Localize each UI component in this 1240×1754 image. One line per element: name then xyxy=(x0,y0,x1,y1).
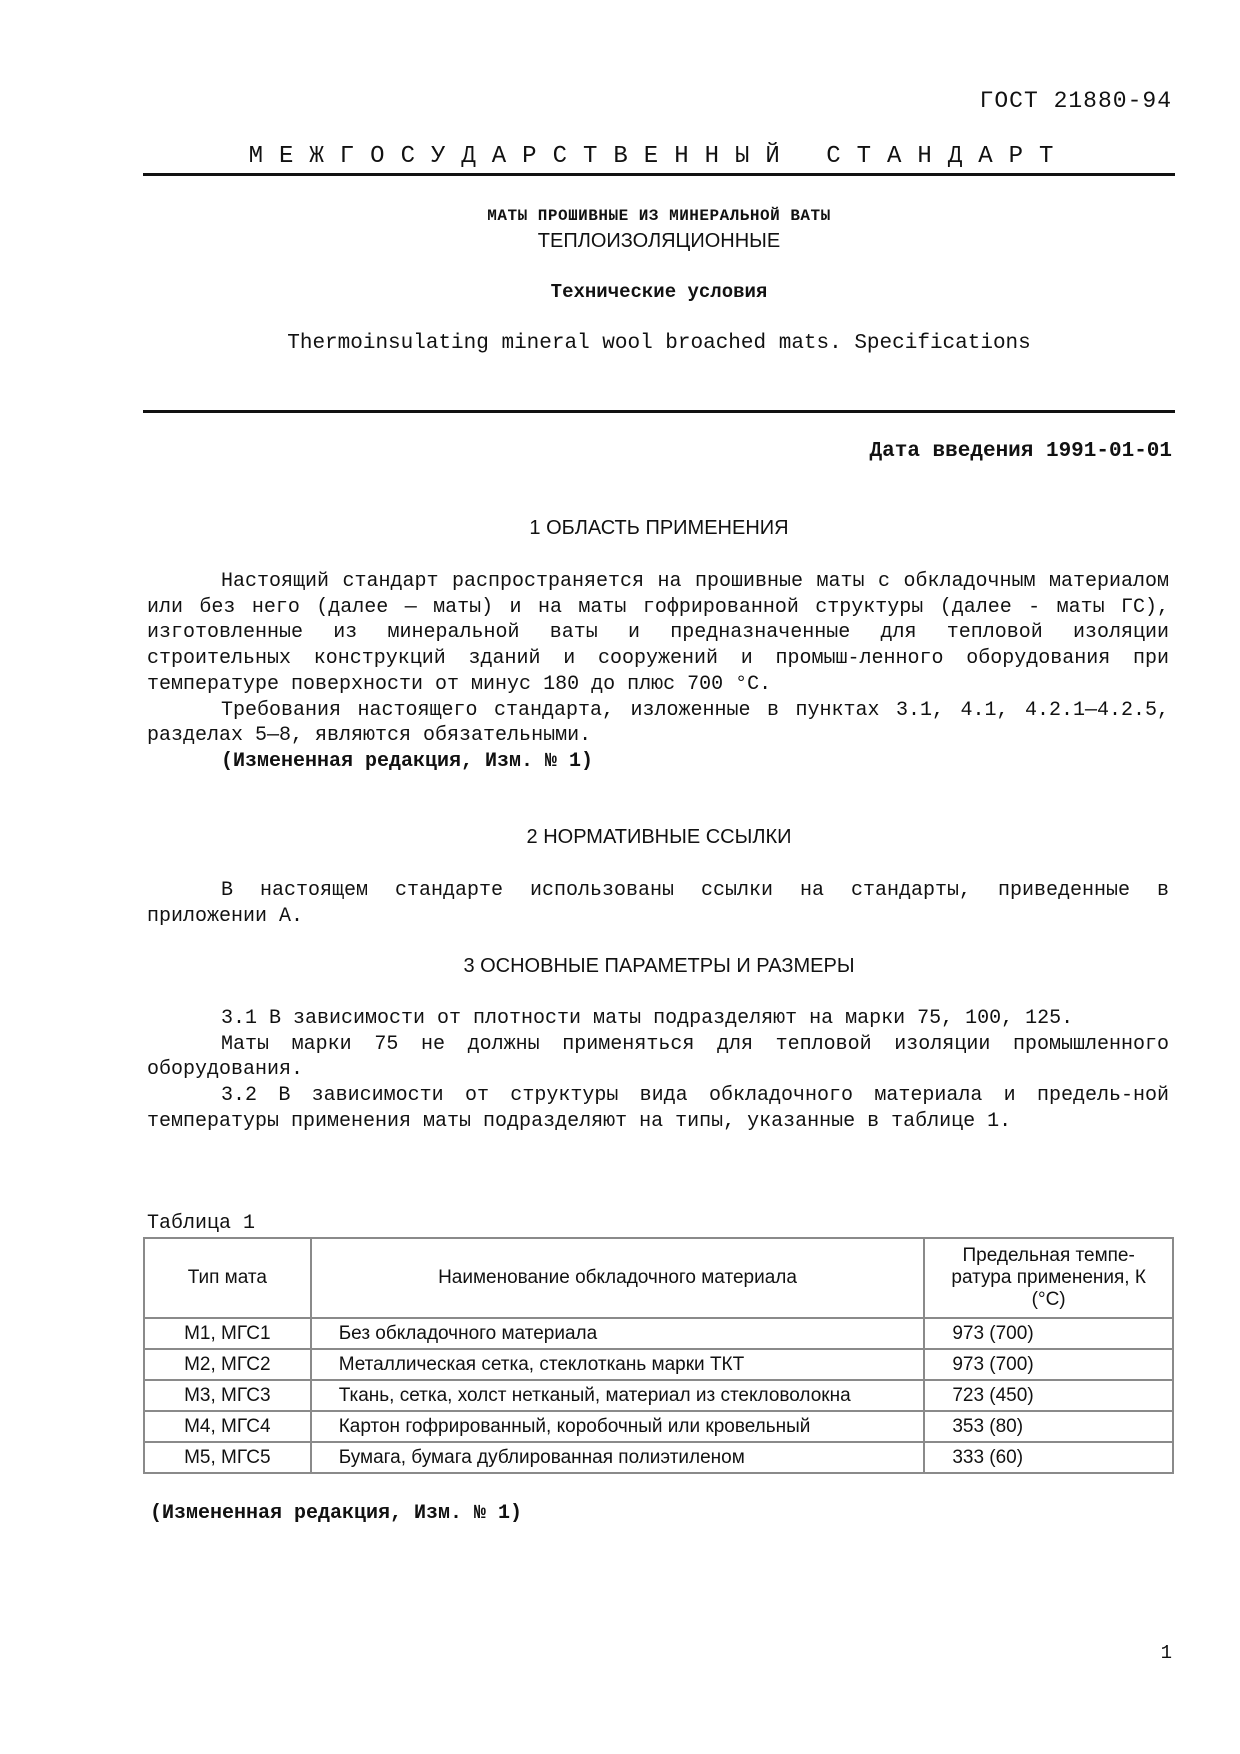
section-1-paragraph-2: Требования настоящего стандарта, изложенные в пунктах 3.1, 4.1, 4.2.1—4.2.5, разделах 5—8, являются обязательными. xyxy=(147,698,1169,748)
cell-lining-material: Бумага, бумага дублированная полиэтиленом xyxy=(311,1442,925,1473)
section-2-paragraph-1: В настоящем стандарте использованы ссылки на стандарты, приведенные в приложении А. xyxy=(147,879,1169,928)
title-line-1: МАТЫ ПРОШИВНЫЕ ИЗ МИНЕРАЛЬНОЙ ВАТЫ xyxy=(487,207,831,225)
header-mat-type: Тип мата xyxy=(144,1238,311,1318)
introduction-date: Дата введения 1991-01-01 xyxy=(869,440,1172,463)
section-3-body xyxy=(147,1006,1169,1135)
table-caption: Таблица 1 xyxy=(147,1212,256,1235)
page-number: 1 xyxy=(1160,1642,1172,1664)
cell-mat-type: М4, МГС4 xyxy=(144,1411,311,1442)
document-code: ГОСТ 21880-94 xyxy=(979,88,1172,114)
cell-temperature: 333 (60) xyxy=(924,1442,1173,1473)
section-3-paragraph-2: Маты марки 75 не должны применяться для тепловой изоляции промышленного оборудования. xyxy=(147,1032,1169,1082)
table-row xyxy=(144,1349,1173,1380)
section-1-body xyxy=(147,569,1169,775)
cell-temperature: 973 (700) xyxy=(924,1349,1173,1380)
cell-temperature: 353 (80) xyxy=(924,1411,1173,1442)
cell-lining-material: Без обкладочного материала xyxy=(311,1318,925,1349)
section-1-paragraph-1: Настоящий стандарт распространяется на прошивные маты с обкладочным материалом или без него (далее — маты) и на маты гофрированной структуры (далее - маты ГС), изготовленные из минеральной ваты и предназначенные для тепловой изоляции строительных конструкций зданий и сооружений и промыш-ленного оборудования при температуре поверхности от минус 180 до плюс 700 °С. xyxy=(147,570,1169,696)
cell-temperature: 973 (700) xyxy=(924,1318,1173,1349)
cell-mat-type: М2, МГС2 xyxy=(144,1349,311,1380)
bottom-rule xyxy=(143,410,1175,413)
top-rule xyxy=(143,173,1175,176)
section-2-heading: 2 НОРМАТИВНЫЕ ССЫЛКИ xyxy=(526,826,792,848)
table-row xyxy=(144,1411,1173,1442)
cell-mat-type: М1, МГС1 xyxy=(144,1318,311,1349)
header-lining-material: Наименование обкладочного материала xyxy=(311,1238,925,1318)
cell-lining-material: Металлическая сетка, стеклоткань марки ТКТ xyxy=(311,1349,925,1380)
title-line-2: ТЕПЛОИЗОЛЯЦИОННЫЕ xyxy=(537,230,781,252)
section-2-body xyxy=(147,878,1169,929)
section-1-heading: 1 ОБЛАСТЬ ПРИМЕНЕНИЯ xyxy=(529,517,789,539)
header-limit-temperature: Предельная темпе-ратура применения, К (°С) xyxy=(924,1238,1173,1318)
table-row xyxy=(144,1318,1173,1349)
table-1 xyxy=(143,1237,1174,1474)
section-3-paragraph-1: 3.1 В зависимости от плотности маты подразделяют на марки 75, 100, 125. xyxy=(221,1007,1074,1030)
subtitle: Технические условия xyxy=(550,281,768,303)
cell-mat-type: М3, МГС3 xyxy=(144,1380,311,1411)
section-3-paragraph-3: 3.2 В зависимости от структуры вида обкладочного материала и предель-ной температуры применения маты подразделяют на типы, указанные в таблице 1. xyxy=(147,1084,1169,1133)
cell-temperature: 723 (450) xyxy=(924,1380,1173,1411)
table-header-row xyxy=(144,1238,1173,1318)
english-title: Thermoinsulating mineral wool broached mats. Specifications xyxy=(287,332,1031,355)
section-3-heading: 3 ОСНОВНЫЕ ПАРАМЕТРЫ И РАЗМЕРЫ xyxy=(463,955,855,977)
section-1-amendment-note: (Измененная редакция, Изм. № 1) xyxy=(221,749,594,773)
table-row xyxy=(144,1380,1173,1411)
cell-lining-material: Картон гофрированный, коробочный или кровельный xyxy=(311,1411,925,1442)
cell-lining-material: Ткань, сетка, холст нетканый, материал из стекловолокна xyxy=(311,1380,925,1411)
table-amendment-note: (Измененная редакция, Изм. № 1) xyxy=(150,1502,523,1525)
table-row xyxy=(144,1442,1173,1473)
cell-mat-type: М5, МГС5 xyxy=(144,1442,311,1473)
interstate-standard-heading: МЕЖГОСУДАРСТВЕННЫЙ СТАНДАРТ xyxy=(248,143,1070,170)
